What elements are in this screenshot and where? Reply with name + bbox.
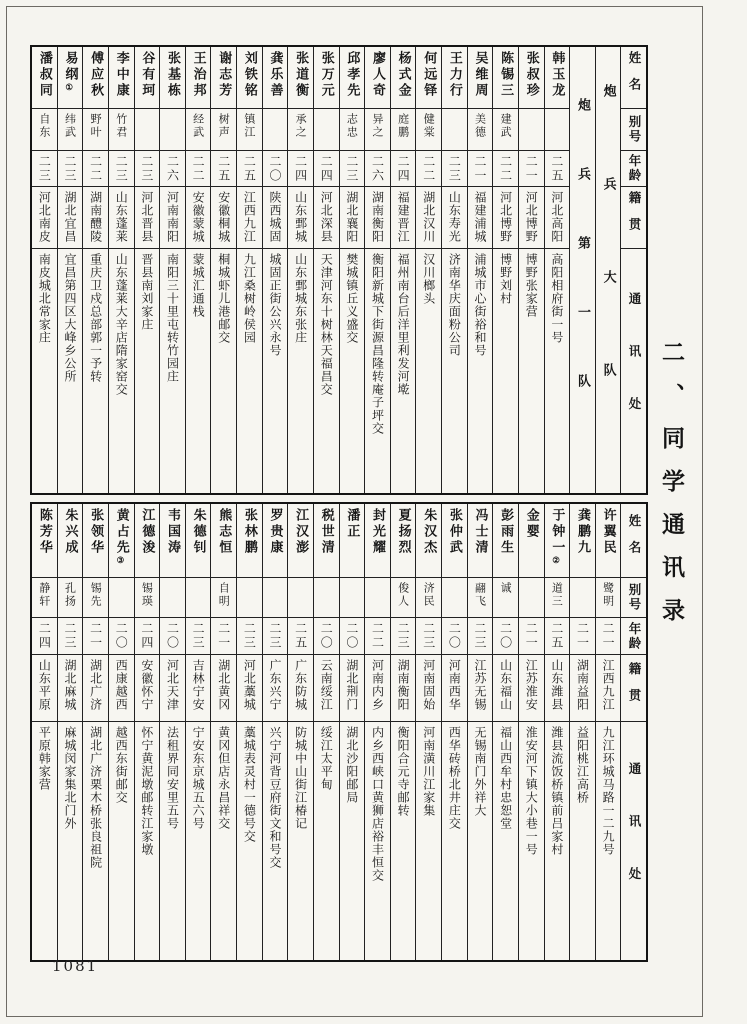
person-age: 二六 [365,151,390,187]
person-origin: 湖北黄冈 [211,655,236,722]
person-address: 九江桑树岭侯园 [242,253,257,344]
person-name: 谷有珂 [135,47,160,109]
person-column [442,47,468,493]
person-alias [442,109,467,151]
person-alias: 鹭明 [596,578,621,618]
person-alias: 树声 [211,109,236,151]
person-origin: 河北晋县 [135,187,160,249]
person-column [391,47,417,493]
person-alias [545,109,570,151]
person-column [263,47,289,493]
person-column [211,504,237,960]
person-address: 藁城表灵村一德号交 [242,726,257,843]
person-column [493,504,519,960]
person-alias [288,578,313,618]
person-alias [340,578,365,618]
person-age: 二一 [468,151,493,187]
person-age: 二五 [211,151,236,187]
row-header-age: 年龄 [621,618,646,655]
person-origin: 江苏淮安 [519,655,544,722]
person-alias: 庭鹏 [391,109,416,151]
person-address: 高阳相府街一号 [549,253,564,344]
person-origin: 河北高阳 [545,187,570,249]
person-column [340,47,366,493]
row-header-name: 姓名 [621,47,646,109]
person-alias: 纬武 [58,109,83,151]
person-alias: 俊人 [391,578,416,618]
row-header-column [621,47,646,493]
person-alias: 镇江 [237,109,262,151]
person-age: 二四 [32,618,57,655]
person-origin: 河北藁城 [237,655,262,722]
person-age: 二〇 [160,618,185,655]
person-address: 怀宁黄泥墩邮转江家墩 [139,726,154,856]
person-name: 韦国涛 [160,504,185,578]
person-origin: 湖南益阳 [570,655,595,722]
person-name: 许翼民 [596,504,621,578]
person-address: 淮安河下镇大小巷一号 [524,726,539,856]
person-origin: 陕西城固 [263,187,288,249]
person-column [365,47,391,493]
person-age: 二三 [340,151,365,187]
person-name: 罗贵康 [263,504,288,578]
person-address: 越西东街邮交 [114,726,129,804]
person-name: 陈芳华 [32,504,57,578]
person-address: 益阳桃江高桥 [575,726,590,804]
person-address: 宜昌第四区大峰乡公所 [62,253,77,383]
person-origin: 河北南皮 [32,187,57,249]
person-age: 二三 [58,618,83,655]
person-address: 无锡南门外祥大 [472,726,487,817]
person-age: 二三 [391,618,416,655]
person-name: 朱兴成 [58,504,83,578]
person-origin: 山东蓬莱 [109,187,134,249]
person-origin: 河北深县 [314,187,339,249]
person-age: 二五 [545,151,570,187]
person-age: 二五 [288,618,313,655]
person-address: 平原韩家营 [37,726,52,791]
person-age: 二〇 [340,618,365,655]
person-column [570,504,596,960]
person-age: 二二 [365,618,390,655]
unit-label: 炮兵大队 [600,84,616,456]
person-name: 王力行 [442,47,467,109]
row-header-name: 姓名 [621,504,646,578]
person-column [314,504,340,960]
person-name: 易纲 ① [58,47,83,109]
person-name: 于钟一 ② [545,504,570,578]
person-alias [314,109,339,151]
table-band-top [30,45,648,495]
person-age: 二一 [83,618,108,655]
person-address: 防城中山街江椿记 [293,726,308,830]
person-address: 福山西牟村忠恕堂 [498,726,513,830]
person-column [58,47,84,493]
person-age: 二三 [263,618,288,655]
person-column [365,504,391,960]
person-age: 二一 [519,151,544,187]
person-column [340,504,366,960]
person-alias [314,578,339,618]
person-address: 福州南台后洋里利发河墘 [396,253,411,396]
person-age: 二四 [135,618,160,655]
person-alias: 济民 [416,578,441,618]
person-age: 二一 [596,618,621,655]
person-origin: 山东潍县 [545,655,570,722]
person-age: 二〇 [263,151,288,187]
person-address: 桐城虾儿港邮交 [216,253,231,344]
person-alias [160,109,185,151]
row-header-column [621,504,646,960]
person-age: 二四 [288,151,313,187]
person-origin: 江西九江 [237,187,262,249]
person-age: 二三 [186,618,211,655]
person-column [493,47,519,493]
person-name: 黄占先 ③ [109,504,134,578]
person-age: 二三 [442,151,467,187]
person-origin: 湖北汉川 [416,187,441,249]
person-alias: 诚 [493,578,518,618]
person-alias [135,109,160,151]
person-column [186,504,212,960]
person-alias [237,578,262,618]
person-alias [442,578,467,618]
person-name: 张仲武 [442,504,467,578]
person-origin: 湖南醴陵 [83,187,108,249]
person-age: 二一 [570,618,595,655]
person-address: 晋县南刘家庄 [139,253,154,331]
person-origin: 福建晋江 [391,187,416,249]
person-alias: 静轩 [32,578,57,618]
person-column [545,47,571,493]
person-address: 蒙城汇通栈 [191,253,206,318]
person-origin: 广东兴宁 [263,655,288,722]
person-age: 二一 [519,618,544,655]
person-age: 二三 [58,151,83,187]
person-origin: 江西九江 [596,655,621,722]
person-origin: 广东防城 [288,655,313,722]
row-header-origin: 籍贯 [621,655,646,722]
person-origin: 湖北广济 [83,655,108,722]
person-origin: 山东福山 [493,655,518,722]
person-alias: 孔扬 [58,578,83,618]
person-column [186,47,212,493]
person-origin: 河南内乡 [365,655,390,722]
person-alias [365,578,390,618]
person-alias [519,578,544,618]
row-header-address: 通讯处 [626,292,642,450]
person-address: 潍县流饭桥镇前吕家村 [549,726,564,856]
person-address: 宁安东京城五六号 [191,726,206,830]
person-address: 南阳三十里屯转竹园庄 [165,253,180,383]
person-alias: 健棠 [416,109,441,151]
person-name: 杨式金 [391,47,416,109]
person-age: 二六 [160,151,185,187]
person-age: 二二 [186,151,211,187]
person-address: 城固正街公兴永号 [267,253,282,357]
footnote-mark: ② [551,556,562,566]
person-address: 绥江太平甸 [319,726,334,791]
person-origin: 河南南阳 [160,187,185,249]
person-age: 二三 [237,618,262,655]
person-alias [109,578,134,618]
person-age: 二五 [545,618,570,655]
person-address: 湖北沙阳邮局 [344,726,359,804]
person-column [519,504,545,960]
person-column [237,47,263,493]
row-header-origin: 籍贯 [621,187,646,249]
person-column [442,504,468,960]
person-alias [570,578,595,618]
person-alias: 自东 [32,109,57,151]
person-name: 邱孝先 [340,47,365,109]
unit-label-column [596,47,622,493]
person-alias [519,109,544,151]
person-name: 朱德钊 [186,504,211,578]
person-column [545,504,571,960]
person-origin: 河南固始 [416,655,441,722]
person-column [468,47,494,493]
row-header-address: 通讯处 [626,762,642,920]
person-column [32,504,58,960]
person-column [109,504,135,960]
person-origin: 湖北荆门 [340,655,365,722]
person-address: 博野刘村 [498,253,513,305]
person-age: 二〇 [314,618,339,655]
person-column [135,47,161,493]
person-age: 二〇 [109,618,134,655]
row-header-age: 年龄 [621,151,646,187]
person-age: 二五 [237,151,262,187]
person-alias: 翮飞 [468,578,493,618]
person-origin: 安徽桐城 [211,187,236,249]
person-origin: 湖北麻城 [58,655,83,722]
person-origin: 山东寿光 [442,187,467,249]
person-address: 黄冈但店永昌祥交 [216,726,231,830]
person-alias: 道三 [545,578,570,618]
person-column [416,504,442,960]
person-name: 王治邦 [186,47,211,109]
person-name: 李中康 [109,47,134,109]
person-alias: 自明 [211,578,236,618]
person-column [135,504,161,960]
person-column [160,504,186,960]
person-address: 樊城镇丘义盛交 [344,253,359,344]
person-column [288,47,314,493]
person-alias [263,109,288,151]
person-alias: 美德 [468,109,493,151]
person-column [314,47,340,493]
person-alias: 承之 [288,109,313,151]
person-alias [263,578,288,618]
person-name: 江德浚 [135,504,160,578]
person-alias: 异之 [365,109,390,151]
person-name: 江汉澎 [288,504,313,578]
person-name: 金婴 [519,504,544,578]
page-number: 1081 [52,957,99,975]
person-address: 天津河东十树林天福昌交 [319,253,334,396]
person-column [288,504,314,960]
person-age: 二二 [416,151,441,187]
person-column [32,47,58,493]
person-column [263,504,289,960]
person-name: 何远铎 [416,47,441,109]
person-address: 法租界同安里五号 [165,726,180,830]
person-alias [186,578,211,618]
person-name: 熊志恒 [211,504,236,578]
person-name: 韩玉龙 [545,47,570,109]
person-origin: 安徽怀宁 [135,655,160,722]
person-name: 傅应秋 [83,47,108,109]
person-name: 张万元 [314,47,339,109]
person-origin: 湖南衡阳 [391,655,416,722]
person-alias: 经武 [186,109,211,151]
person-alias [160,578,185,618]
person-address: 汉川榔头 [421,253,436,305]
person-origin: 云南绥江 [314,655,339,722]
person-name: 刘铁铭 [237,47,262,109]
person-age: 二三 [32,151,57,187]
person-name: 税世清 [314,504,339,578]
person-name: 朱汉杰 [416,504,441,578]
person-column [416,47,442,493]
person-name: 张基栋 [160,47,185,109]
person-address: 博野张家营 [524,253,539,318]
person-alias: 锡瑛 [135,578,160,618]
person-age: 二四 [314,151,339,187]
row-header-alias: 别号 [621,578,646,618]
person-alias: 竹君 [109,109,134,151]
person-origin: 西康越西 [109,655,134,722]
person-alias: 志忠 [340,109,365,151]
person-name: 张叔珍 [519,47,544,109]
person-age: 二〇 [442,618,467,655]
person-column [83,47,109,493]
person-address: 山东鄄城东张庄 [293,253,308,344]
person-column [83,504,109,960]
person-name: 冯士清 [468,504,493,578]
person-address: 衡阳新城下街源昌隆转庵子坪交 [370,253,385,435]
unit-label: 炮兵第一队 [574,97,590,443]
person-name: 潘叔同 [32,47,57,109]
person-age: 二三 [109,151,134,187]
person-column [519,47,545,493]
person-name: 吴维周 [468,47,493,109]
person-origin: 河北博野 [519,187,544,249]
person-age: 二四 [391,151,416,187]
person-alias: 建武 [493,109,518,151]
person-alias: 锡先 [83,578,108,618]
person-column [109,47,135,493]
person-column [160,47,186,493]
person-name: 龚鹏九 [570,504,595,578]
person-age: 二二 [493,151,518,187]
person-name: 廖人奇 [365,47,390,109]
person-origin: 湖北襄阳 [340,187,365,249]
footnote-mark: ③ [115,556,126,566]
person-age: 二〇 [493,618,518,655]
person-origin: 河南西华 [442,655,467,722]
person-address: 兴宁河背豆府街文和号交 [267,726,282,869]
footnote-mark: ① [64,83,75,93]
person-address: 济南华庆面粉公司 [447,253,462,357]
person-address: 浦城市心街裕和号 [472,253,487,357]
person-origin: 福建浦城 [468,187,493,249]
person-column [468,504,494,960]
person-address: 河南潢川江家集 [421,726,436,817]
person-age: 二二 [83,151,108,187]
person-name: 龚乐善 [263,47,288,109]
person-age: 二三 [468,618,493,655]
person-address: 九江环城马路一二九号 [601,726,616,856]
person-name: 谢志芳 [211,47,236,109]
person-name: 张道衡 [288,47,313,109]
person-origin: 河北天津 [160,655,185,722]
person-name: 张林鹏 [237,504,262,578]
unit-label-column [570,47,596,493]
person-column [211,47,237,493]
person-origin: 湖南衡阳 [365,187,390,249]
person-column [237,504,263,960]
person-age: 二三 [416,618,441,655]
person-column [58,504,84,960]
table-band-bottom [30,502,648,962]
person-column [596,504,622,960]
person-column [391,504,417,960]
person-address: 内乡西峡口黄狮店裕丰恒交 [370,726,385,882]
person-address: 衡阳合元寺邮转 [396,726,411,817]
person-address: 西华砖桥北井庄交 [447,726,462,830]
person-name: 彭雨生 [493,504,518,578]
person-age: 二三 [135,151,160,187]
person-origin: 吉林宁安 [186,655,211,722]
row-header-alias: 别号 [621,109,646,151]
person-origin: 湖北宜昌 [58,187,83,249]
person-name: 潘正 [340,504,365,578]
person-name: 夏扬烈 [391,504,416,578]
person-address: 湖北广济栗木桥张良祖院 [88,726,103,869]
person-address: 麻城闵家集北门外 [62,726,77,830]
person-name: 张领华 [83,504,108,578]
person-address: 南皮城北常家庄 [37,253,52,344]
person-age: 二一 [211,618,236,655]
person-origin: 江苏无锡 [468,655,493,722]
person-name: 封光耀 [365,504,390,578]
person-address: 重庆卫戍总部郭一予转 [88,253,103,383]
person-alias: 野叶 [83,109,108,151]
person-address: 山东蓬莱大辛店隋家窑交 [114,253,129,396]
person-origin: 安徽蒙城 [186,187,211,249]
person-name: 陈锡三 [493,47,518,109]
person-origin: 山东鄄城 [288,187,313,249]
directory-table [30,45,648,962]
person-origin: 山东平原 [32,655,57,722]
person-origin: 河北博野 [493,187,518,249]
section-title: 二、同学通讯录 [658,340,685,641]
